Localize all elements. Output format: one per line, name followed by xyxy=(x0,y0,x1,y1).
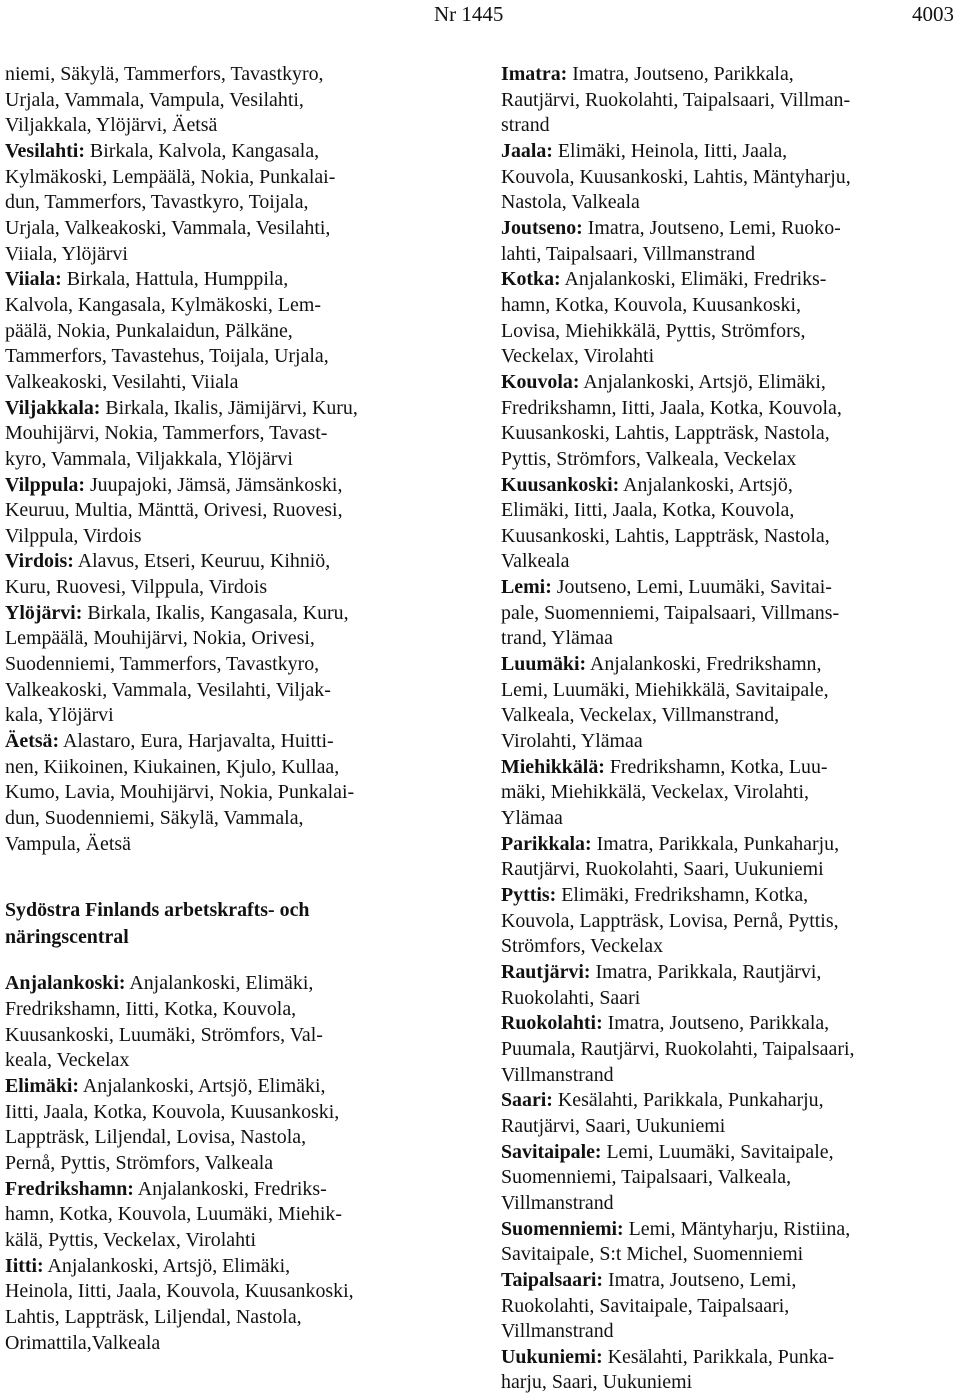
municipality-name: Saari: xyxy=(501,1089,553,1112)
municipality-list: Imatra, Joutseno, Parikkala, xyxy=(602,1012,830,1035)
text-line xyxy=(501,960,956,986)
municipality-list: Kuusankoski, Luumäki, Strömfors, Val- xyxy=(5,1023,323,1046)
text-line xyxy=(501,626,956,652)
text-line xyxy=(5,1228,453,1254)
municipality-list: Lovisa, Miehikkälä, Pyttis, Strömfors, xyxy=(501,319,806,342)
municipality-list: Viljakkala, Ylöjärvi, Äetsä xyxy=(5,114,218,137)
municipality-name: Vesilahti: xyxy=(5,139,85,162)
municipality-list: Imatra, Joutseno, Lemi, Ruoko- xyxy=(582,216,841,239)
municipality-list: keala, Veckelax xyxy=(5,1049,130,1072)
text-line xyxy=(501,293,956,319)
text-line xyxy=(501,678,956,704)
text-line xyxy=(5,1100,453,1126)
text-line xyxy=(5,549,453,575)
text-line xyxy=(501,498,956,524)
municipality-list: Vilppula, Virdois xyxy=(5,524,142,547)
municipality-list: hamn, Kotka, Kouvola, Kuusankoski, xyxy=(501,293,801,316)
municipality-name: Joutseno: xyxy=(501,216,583,239)
text-line xyxy=(501,216,956,242)
text-line xyxy=(5,88,453,114)
municipality-list: Kouvola, Lappträsk, Lovisa, Pernå, Pyttis, xyxy=(501,909,839,932)
municipality-list: Ylämaa xyxy=(501,807,563,830)
municipality-list: Elimäki, Heinola, Iitti, Jaala, xyxy=(552,139,788,162)
text-line xyxy=(5,267,453,293)
section-heading-line: Sydöstra Finlands arbetskrafts- och xyxy=(5,899,310,922)
text-line xyxy=(501,1242,956,1268)
text-line xyxy=(501,934,956,960)
text-line xyxy=(5,293,453,319)
text-line xyxy=(501,1319,956,1345)
text-line xyxy=(5,421,453,447)
municipality-list: Joutseno, Lemi, Luumäki, Savitai- xyxy=(551,576,832,599)
text-line xyxy=(5,652,453,678)
municipality-list: Anjalankoski, Artsjö, xyxy=(619,473,793,496)
municipality-name: Anjalankoski: xyxy=(5,972,126,995)
municipality-list: Kylmäkoski, Lempäälä, Nokia, Punkalai- xyxy=(5,165,336,188)
text-line xyxy=(5,498,453,524)
municipality-list: Suodenniemi, Tammerfors, Tavastkyro, xyxy=(5,653,320,676)
municipality-list: kala, Ylöjärvi xyxy=(5,704,114,727)
municipality-list: Birkala, Hattula, Humppila, xyxy=(61,268,289,291)
municipality-name: Suomenniemi: xyxy=(501,1217,624,1240)
municipality-list: kälä, Pyttis, Veckelax, Virolahti xyxy=(5,1228,257,1251)
municipality-name: Kouvola: xyxy=(501,370,580,393)
page-number: 4003 xyxy=(912,2,954,26)
text-line xyxy=(5,1023,453,1049)
text-line xyxy=(5,729,453,755)
municipality-name: Lemi: xyxy=(501,576,552,599)
municipality-list: Lempäälä, Mouhijärvi, Nokia, Orivesi, xyxy=(5,627,315,650)
municipality-name: Imatra: xyxy=(501,63,568,85)
municipality-name: Ruokolahti: xyxy=(501,1012,603,1035)
municipality-list: Orimattila,Valkeala xyxy=(5,1331,161,1354)
municipality-list: Imatra, Joutseno, Parikkala, xyxy=(567,63,794,85)
municipality-list: Imatra, Joutseno, Lemi, xyxy=(603,1268,797,1291)
municipality-name: Iitti: xyxy=(5,1254,44,1277)
municipality-list: Kalvola, Kangasala, Kylmäkoski, Lem- xyxy=(5,293,321,316)
municipality-list: Anjalankoski, Elimäki, Fredriks- xyxy=(560,268,827,291)
text-line xyxy=(501,88,956,114)
municipality-list: Veckelax, Virolahti xyxy=(501,345,655,368)
municipality-list: Kouvola, Kuusankoski, Lahtis, Mäntyharju, xyxy=(501,165,851,188)
text-line xyxy=(501,473,956,499)
municipality-list: Savitaipale, S:t Michel, Suomenniemi xyxy=(501,1243,804,1266)
text-line xyxy=(501,806,956,832)
municipality-list: Lemi, Luumäki, Savitaipale, xyxy=(601,1140,834,1163)
text-line xyxy=(501,1114,956,1140)
municipality-list: Heinola, Iitti, Jaala, Kouvola, Kuusankoski, xyxy=(5,1280,354,1303)
text-line xyxy=(5,216,453,242)
section-heading xyxy=(5,897,453,951)
municipality-list: Valkeala xyxy=(501,550,570,573)
municipality-list: Tammerfors, Tavastehus, Toijala, Urjala, xyxy=(5,345,329,368)
text-line xyxy=(501,1294,956,1320)
municipality-list: Virolahti, Ylämaa xyxy=(501,730,643,753)
municipality-list: Keuruu, Multia, Mänttä, Orivesi, Ruovesi, xyxy=(5,499,343,522)
municipality-list: Ruokolahti, Savitaipale, Taipalsaari, xyxy=(501,1294,790,1317)
municipality-name: Savitaipale: xyxy=(501,1140,602,1163)
right-column xyxy=(501,62,956,1396)
municipality-list: harju, Saari, Uukuniemi xyxy=(501,1371,693,1394)
text-line xyxy=(501,1088,956,1114)
text-line xyxy=(501,909,956,935)
municipality-list: Rautjärvi, Ruokolahti, Taipalsaari, Villman- xyxy=(501,88,851,111)
text-line xyxy=(501,190,956,216)
municipality-list: Birkala, Kalvola, Kangasala, xyxy=(84,139,320,162)
text-line xyxy=(501,703,956,729)
municipality-list: Ruokolahti, Saari xyxy=(501,986,641,1009)
municipality-list: Kuusankoski, Lahtis, Lappträsk, Nastola, xyxy=(501,422,830,445)
municipality-list: Imatra, Parikkala, Rautjärvi, xyxy=(590,960,822,983)
municipality-list: Kuusankoski, Lahtis, Lappträsk, Nastola, xyxy=(501,524,830,547)
municipality-name: Ylöjärvi: xyxy=(5,601,83,624)
text-line xyxy=(501,729,956,755)
municipality-list: Pyttis, Strömfors, Valkeala, Veckelax xyxy=(501,447,797,470)
municipality-list: Valkeala, Veckelax, Villmanstrand, xyxy=(501,704,780,727)
text-line xyxy=(5,1074,453,1100)
text-line xyxy=(501,601,956,627)
text-line xyxy=(501,549,956,575)
section-heading-line: näringscentral xyxy=(5,926,129,949)
municipality-list: Fredrikshamn, Iitti, Kotka, Kouvola, xyxy=(5,998,297,1020)
text-line xyxy=(5,139,453,165)
text-line xyxy=(501,832,956,858)
municipality-list: Kesälahti, Parikkala, Punka- xyxy=(602,1345,835,1368)
text-line xyxy=(5,703,453,729)
municipality-list: Birkala, Ikalis, Jämijärvi, Kuru, xyxy=(100,396,358,419)
municipality-list: Anjalankoski, Artsjö, Elimäki, xyxy=(579,370,826,393)
municipality-list: Kumo, Lavia, Mouhijärvi, Nokia, Punkalai- xyxy=(5,781,355,804)
municipality-name: Virdois: xyxy=(5,550,74,573)
municipality-list: dun, Suodenniemi, Säkylä, Vammala, xyxy=(5,807,304,830)
municipality-list: Lemi, Luumäki, Miehikkälä, Savitaipale, xyxy=(501,678,829,701)
municipality-list: Villmanstrand xyxy=(501,1191,614,1214)
municipality-name: Parikkala: xyxy=(501,832,592,855)
municipality-name: Fredrikshamn: xyxy=(5,1177,134,1200)
text-line xyxy=(501,652,956,678)
text-line xyxy=(501,1165,956,1191)
municipality-name: Luumäki: xyxy=(501,653,587,676)
text-line xyxy=(501,780,956,806)
municipality-name: Taipalsaari: xyxy=(501,1268,604,1291)
municipality-name: Viljakkala: xyxy=(5,396,101,419)
text-line xyxy=(501,421,956,447)
right-entries xyxy=(501,62,956,1396)
text-line xyxy=(5,524,453,550)
text-line xyxy=(5,190,453,216)
municipality-list: kyro, Vammala, Viljakkala, Ylöjärvi xyxy=(5,447,293,470)
municipality-list: Suomenniemi, Taipalsaari, Valkeala, xyxy=(501,1166,792,1189)
text-line xyxy=(5,319,453,345)
municipality-list: Nastola, Valkeala xyxy=(501,191,640,214)
text-line xyxy=(5,62,453,88)
left-column xyxy=(5,62,453,1356)
text-line xyxy=(5,113,453,139)
municipality-list: päälä, Nokia, Punkalaidun, Pälkäne, xyxy=(5,319,293,342)
municipality-list: Pernå, Pyttis, Strömfors, Valkeala xyxy=(5,1151,274,1174)
municipality-list: hamn, Kotka, Kouvola, Luumäki, Miehik- xyxy=(5,1203,342,1226)
text-line xyxy=(501,113,956,139)
text-line xyxy=(501,1370,956,1396)
municipality-list: Iitti, Jaala, Kotka, Kouvola, Kuusankoski, xyxy=(5,1100,340,1123)
text-line xyxy=(5,1151,453,1177)
text-line xyxy=(501,857,956,883)
text-line xyxy=(501,344,956,370)
municipality-list: Valkeakoski, Vesilahti, Viiala xyxy=(5,370,239,393)
municipality-name: Jaala: xyxy=(501,139,553,162)
text-line xyxy=(501,1011,956,1037)
text-line xyxy=(501,242,956,268)
text-line xyxy=(501,165,956,191)
text-line xyxy=(5,997,453,1023)
text-line xyxy=(501,1140,956,1166)
municipality-list: Kesälahti, Parikkala, Punkaharju, xyxy=(552,1089,824,1112)
municipality-list: trand, Ylämaa xyxy=(501,627,613,650)
text-line xyxy=(501,1037,956,1063)
text-line xyxy=(501,755,956,781)
municipality-name: Kotka: xyxy=(501,268,561,291)
municipality-list: Imatra, Parikkala, Punkaharju, xyxy=(591,832,840,855)
text-line xyxy=(5,165,453,191)
municipality-name: Rautjärvi: xyxy=(501,960,591,983)
text-line xyxy=(5,344,453,370)
text-line xyxy=(5,1254,453,1280)
text-line xyxy=(5,1125,453,1151)
text-line xyxy=(5,626,453,652)
text-line xyxy=(501,319,956,345)
municipality-list: Juupajoki, Jämsä, Jämsänkoski, xyxy=(84,473,343,496)
municipality-list: Alastaro, Eura, Harjavalta, Huitti- xyxy=(59,730,334,753)
municipality-name: Miehikkälä: xyxy=(501,755,605,778)
text-line xyxy=(5,370,453,396)
municipality-list: Elimäki, Iitti, Jaala, Kotka, Kouvola, xyxy=(501,499,795,522)
municipality-list: Lappträsk, Liljendal, Lovisa, Nastola, xyxy=(5,1126,307,1149)
municipality-name: Pyttis: xyxy=(501,884,557,906)
text-line xyxy=(501,396,956,422)
text-line xyxy=(5,678,453,704)
municipality-list: Strömfors, Veckelax xyxy=(501,935,664,958)
municipality-list: Puumala, Rautjärvi, Ruokolahti, Taipalsaari, xyxy=(501,1037,855,1060)
municipality-list: pale, Suomenniemi, Taipalsaari, Villmans- xyxy=(501,601,840,624)
text-line xyxy=(501,1191,956,1217)
municipality-name: Elimäki: xyxy=(5,1074,80,1097)
municipality-list: Villmanstrand xyxy=(501,1063,614,1086)
municipality-list: Viiala, Ylöjärvi xyxy=(5,242,128,265)
text-line xyxy=(501,1217,956,1243)
municipality-list: Fredrikshamn, Kotka, Luu- xyxy=(604,755,828,778)
text-line xyxy=(5,1331,453,1357)
municipality-list: Villmanstrand xyxy=(501,1320,614,1343)
text-line xyxy=(5,473,453,499)
text-line xyxy=(5,1048,453,1074)
text-line xyxy=(5,601,453,627)
text-line xyxy=(501,447,956,473)
text-line xyxy=(5,1305,453,1331)
text-line xyxy=(501,370,956,396)
municipality-list: lahti, Taipalsaari, Villmanstrand xyxy=(501,242,756,265)
municipality-list: Urjala, Vammala, Vampula, Vesilahti, xyxy=(5,88,304,111)
municipality-list: Lemi, Mäntyharju, Ristiina, xyxy=(623,1217,851,1240)
municipality-list: Birkala, Ikalis, Kangasala, Kuru, xyxy=(82,601,349,624)
text-line xyxy=(5,1177,453,1203)
municipality-list: Anjalankoski, Fredrikshamn, xyxy=(586,653,822,676)
municipality-list: niemi, Säkylä, Tammerfors, Tavastkyro, xyxy=(5,63,324,85)
municipality-name: Kuusankoski: xyxy=(501,473,620,496)
municipality-list: Anjalankoski, Artsjö, Elimäki, xyxy=(79,1074,326,1097)
municipality-list: Alavus, Etseri, Keuruu, Kihniö, xyxy=(73,550,331,573)
text-line xyxy=(501,1345,956,1371)
text-line xyxy=(5,1279,453,1305)
text-line xyxy=(501,986,956,1012)
text-line xyxy=(5,447,453,473)
text-line xyxy=(5,242,453,268)
text-line xyxy=(501,575,956,601)
text-line xyxy=(501,267,956,293)
text-line xyxy=(5,780,453,806)
text-line xyxy=(501,139,956,165)
page-header xyxy=(0,0,960,40)
municipality-list: Urjala, Valkeakoski, Vammala, Vesilahti, xyxy=(5,216,331,239)
text-line xyxy=(501,62,956,88)
municipality-list: Anjalankoski, Elimäki, xyxy=(125,972,314,995)
municipality-list: Mouhijärvi, Nokia, Tammerfors, Tavast- xyxy=(5,422,328,445)
municipality-list: Valkeakoski, Vammala, Vesilahti, Viljak- xyxy=(5,678,331,701)
text-line xyxy=(501,1268,956,1294)
municipality-name: Äetsä: xyxy=(5,730,60,753)
left-bottom-entries xyxy=(5,971,453,1356)
municipality-list: Elimäki, Fredrikshamn, Kotka, xyxy=(556,884,809,906)
municipality-list: mäki, Miehikkälä, Veckelax, Virolahti, xyxy=(501,781,809,804)
text-line xyxy=(501,1063,956,1089)
municipality-name: Vilppula: xyxy=(5,473,85,496)
text-line xyxy=(5,575,453,601)
municipality-name: Uukuniemi: xyxy=(501,1345,603,1368)
municipality-name: Viiala: xyxy=(5,268,62,291)
text-line xyxy=(5,396,453,422)
municipality-list: strand xyxy=(501,114,550,137)
municipality-list: Rautjärvi, Ruokolahti, Saari, Uukuniemi xyxy=(501,858,824,881)
municipality-list: Fredrikshamn, Iitti, Jaala, Kotka, Kouvola, xyxy=(501,396,842,419)
municipality-list: dun, Tammerfors, Tavastkyro, Toijala, xyxy=(5,191,309,214)
text-line xyxy=(5,755,453,781)
municipality-list: Lahtis, Lappträsk, Liljendal, Nastola, xyxy=(5,1305,302,1328)
text-line xyxy=(5,971,453,997)
municipality-list: Anjalankoski, Fredriks- xyxy=(133,1177,327,1200)
text-line xyxy=(5,832,453,858)
text-line xyxy=(501,883,956,909)
municipality-list: Kuru, Ruovesi, Vilppula, Virdois xyxy=(5,576,268,599)
municipality-list: nen, Kiikoinen, Kiukainen, Kjulo, Kullaa, xyxy=(5,755,340,778)
text-line xyxy=(5,806,453,832)
text-line xyxy=(5,1202,453,1228)
municipality-list: Rautjärvi, Saari, Uukuniemi xyxy=(501,1114,726,1137)
municipality-list: Vampula, Äetsä xyxy=(5,832,131,855)
municipality-list: Anjalankoski, Artsjö, Elimäki, xyxy=(43,1254,291,1277)
statute-number: Nr 1445 xyxy=(434,2,504,26)
text-line xyxy=(501,524,956,550)
left-top-entries xyxy=(5,62,453,857)
